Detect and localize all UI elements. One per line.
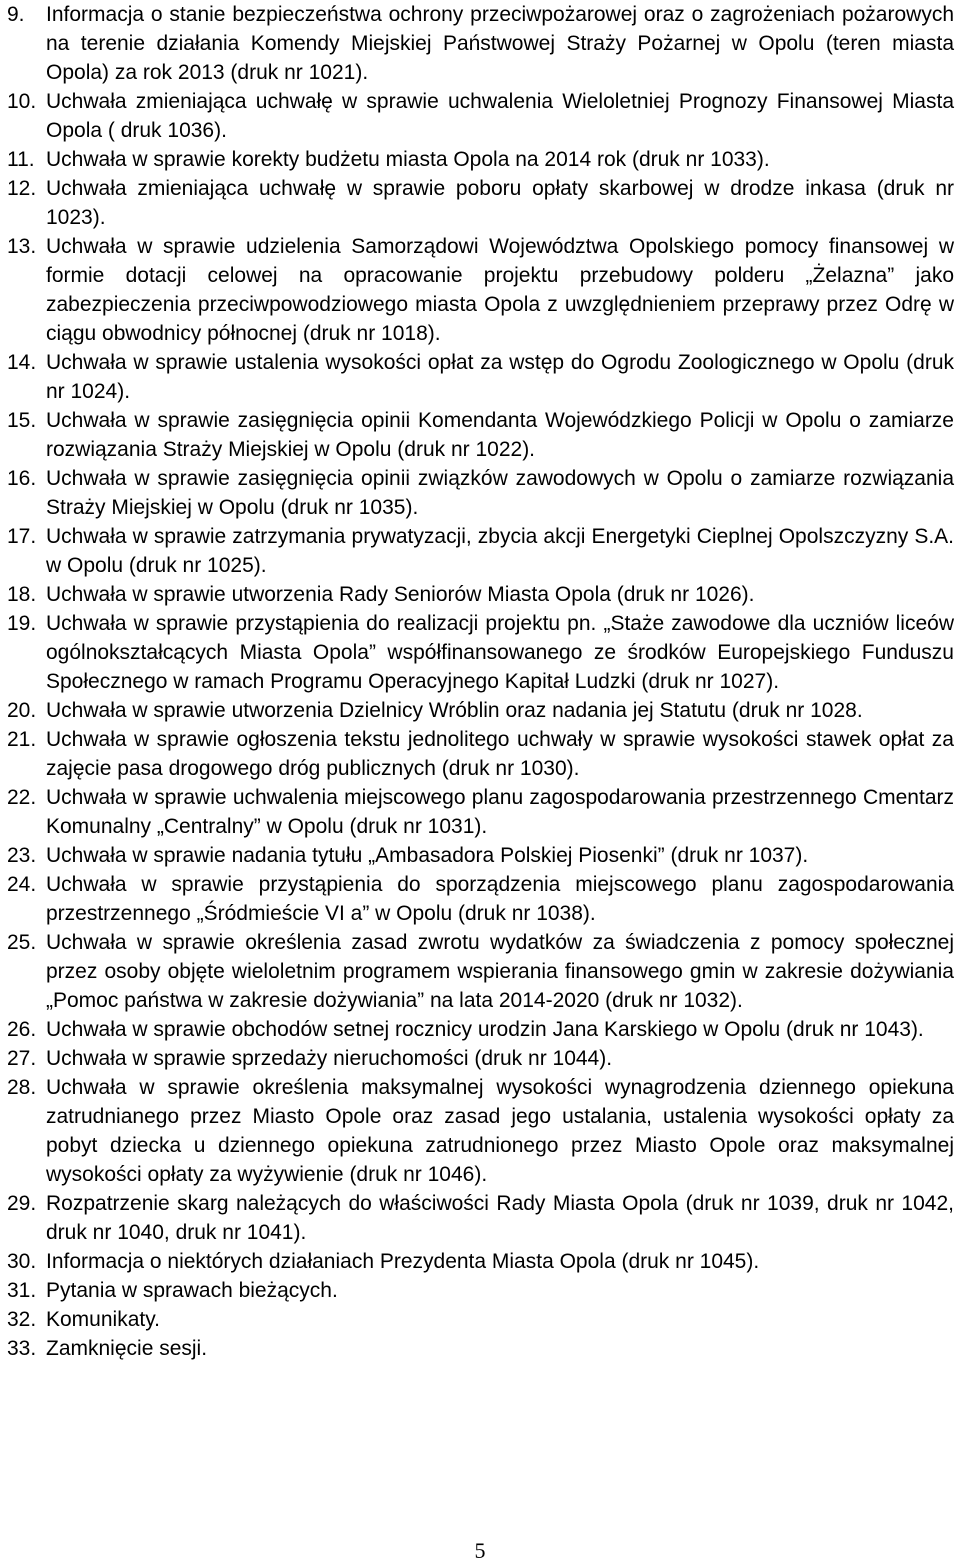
agenda-item-text: Uchwała w sprawie przystąpienia do realizacji projektu pn. „Staże zawodowe dla uczniów liceów ogólnokształcących Miasta Opola” współfinansowanego ze środków Europejskiego Funduszu Społecznego w ramach Programu Operacyjnego Kapitał Ludzki (druk nr 1027). [46, 612, 954, 693]
agenda-item-text: Uchwała w sprawie udzielenia Samorządowi Województwa Opolskiego pomocy finansowej w formie dotacji celowej na opracowanie projektu przebudowy polderu „Żelazna” jako zabezpieczenia przeciwpowodziowego miasta Opola z uwzględnieniem przeprawy przez Odrę w ciągu obwodnicy północnej (druk nr 1018). [46, 235, 954, 345]
agenda-item [0, 0, 954, 87]
agenda-item-number: 26. [7, 1018, 37, 1041]
agenda-item-number: 16. [7, 467, 37, 490]
agenda-item-number: 24. [7, 873, 37, 896]
agenda-item-text: Rozpatrzenie skarg należących do właściwości Rady Miasta Opola (druk nr 1039, druk nr 1042, druk nr 1040, druk nr 1041). [46, 1192, 954, 1244]
agenda-item-text: Uchwała w sprawie uchwalenia miejscowego planu zagospodarowania przestrzennego Cmentarz Komunalny „Centralny” w Opolu (druk nr 1031). [46, 786, 954, 838]
agenda-item-number: 19. [7, 612, 37, 635]
agenda-item-text: Informacja o stanie bezpieczeństwa ochrony przeciwpożarowej oraz o zagrożeniach pożarowych na terenie działania Komendy Miejskiej Państwowej Straży Pożarnej w Opolu (teren miasta Opola) za rok 2013 (druk nr 1021). [46, 3, 954, 84]
agenda-item-number: 27. [7, 1047, 37, 1070]
agenda-item [0, 1073, 954, 1189]
agenda-item [0, 406, 954, 464]
agenda-item-number: 12. [7, 177, 37, 200]
agenda-item-number: 21. [7, 728, 37, 751]
agenda-item [0, 1189, 954, 1247]
agenda-item-text: Uchwała w sprawie obchodów setnej rocznicy urodzin Jana Karskiego w Opolu (druk nr 1043). [46, 1018, 924, 1041]
agenda-item-text: Pytania w sprawach bieżących. [46, 1279, 338, 1302]
agenda-item-number: 33. [7, 1337, 37, 1360]
agenda-item-text: Uchwała w sprawie zasięgnięcia opinii Komendanta Wojewódzkiego Policji w Opolu o zamiarze rozwiązania Straży Miejskiej w Opolu (druk nr 1022). [46, 409, 954, 461]
agenda-item [0, 870, 954, 928]
agenda-item-number: 18. [7, 583, 37, 606]
agenda-item-number: 23. [7, 844, 37, 867]
agenda-item [0, 696, 954, 725]
agenda-item-text: Uchwała zmieniająca uchwałę w sprawie uchwalenia Wieloletniej Prognozy Finansowej Miasta Opola ( druk 1036). [46, 90, 954, 142]
agenda-item-number: 32. [7, 1308, 37, 1331]
agenda-item-text: Uchwała w sprawie zasięgnięcia opinii związków zawodowych w Opolu o zamiarze rozwiązania Straży Miejskiej w Opolu (druk nr 1035). [46, 467, 954, 519]
agenda-item-text: Uchwała w sprawie utworzenia Rady Seniorów Miasta Opola (druk nr 1026). [46, 583, 755, 606]
agenda-item-number: 31. [7, 1279, 37, 1302]
agenda-item [0, 87, 954, 145]
agenda-item-text: Uchwała w sprawie ogłoszenia tekstu jednolitego uchwały w sprawie wysokości stawek opłat za zajęcie pasa drogowego dróg publicznych (druk nr 1030). [46, 728, 954, 780]
agenda-item-number: 20. [7, 699, 37, 722]
agenda-item [0, 841, 954, 870]
agenda-item-text: Uchwała w sprawie określenia zasad zwrotu wydatków za świadczenia z pomocy społecznej przez osoby objęte wieloletnim programem wspierania finansowego gmin w zakresie dożywiania „Pomoc państwa w zakresie dożywiania” na lata 2014-2020 (druk nr 1032). [46, 931, 954, 1012]
agenda-item-text: Uchwała w sprawie korekty budżetu miasta Opola na 2014 rok (druk nr 1033). [46, 148, 770, 171]
agenda-item-text: Zamknięcie sesji. [46, 1337, 208, 1360]
agenda-item [0, 1015, 954, 1044]
agenda-item-text: Uchwała w sprawie określenia maksymalnej wysokości wynagrodzenia dziennego opiekuna zatrudnianego przez Miasto Opole oraz zasad jego ustalania, ustalenia wysokości opłaty za pobyt dziecka u dziennego opiekuna zatrudnionego przez Miasto Opole oraz maksymalnej wysokości opłaty za wyżywienie (druk nr 1046). [46, 1076, 954, 1186]
agenda-item [0, 725, 954, 783]
agenda-item [0, 580, 954, 609]
agenda-item-number: 17. [7, 525, 37, 548]
agenda-item-text: Uchwała zmieniająca uchwałę w sprawie poboru opłaty skarbowej w drodze inkasa (druk nr 1023). [46, 177, 954, 229]
agenda-item [0, 609, 954, 696]
agenda-item-text: Komunikaty. [46, 1308, 160, 1331]
agenda-item-text: Informacja o niektórych działaniach Prezydenta Miasta Opola (druk nr 1045). [46, 1250, 760, 1273]
agenda-item [0, 1334, 954, 1363]
agenda-item-text: Uchwała w sprawie ustalenia wysokości opłat za wstęp do Ogrodu Zoologicznego w Opolu (druk nr 1024). [46, 351, 954, 403]
agenda-item-text: Uchwała w sprawie przystąpienia do sporządzenia miejscowego planu zagospodarowania przestrzennego „Śródmieście VI a” w Opolu (druk nr 1038). [46, 873, 954, 925]
agenda-item [0, 464, 954, 522]
agenda-item [0, 348, 954, 406]
agenda-item [0, 232, 954, 348]
agenda-item-number: 30. [7, 1250, 37, 1273]
agenda-item-text: Uchwała w sprawie utworzenia Dzielnicy Wróblin oraz nadania jej Statutu (druk nr 1028. [46, 699, 863, 722]
agenda-item-number: 11. [7, 148, 35, 171]
agenda-item-number: 22. [7, 786, 37, 809]
agenda-item [0, 783, 954, 841]
agenda-item-text: Uchwała w sprawie sprzedaży nieruchomości (druk nr 1044). [46, 1047, 613, 1070]
agenda-item-number: 10. [7, 90, 37, 113]
agenda-item [0, 1305, 954, 1334]
agenda-item [0, 174, 954, 232]
agenda-item-number: 28. [7, 1076, 37, 1099]
agenda-item [0, 522, 954, 580]
agenda-item [0, 145, 954, 174]
agenda-item-text: Uchwała w sprawie nadania tytułu „Ambasadora Polskiej Piosenki” (druk nr 1037). [46, 844, 809, 867]
agenda-item-number: 13. [7, 235, 37, 258]
agenda-item-text: Uchwała w sprawie zatrzymania prywatyzacji, zbycia akcji Energetyki Cieplnej Opolszczyzny S.A. w Opolu (druk nr 1025). [46, 525, 954, 577]
agenda-item-number: 14. [7, 351, 37, 374]
agenda-item-number: 15. [7, 409, 37, 432]
agenda-item [0, 1247, 954, 1276]
agenda-item-number: 9. [7, 3, 25, 26]
agenda-item [0, 1276, 954, 1305]
agenda-item [0, 1044, 954, 1073]
page-number: 5 [474, 1538, 486, 1563]
agenda-item [0, 928, 954, 1015]
agenda-item-number: 29. [7, 1192, 37, 1215]
agenda-item-number: 25. [7, 931, 37, 954]
